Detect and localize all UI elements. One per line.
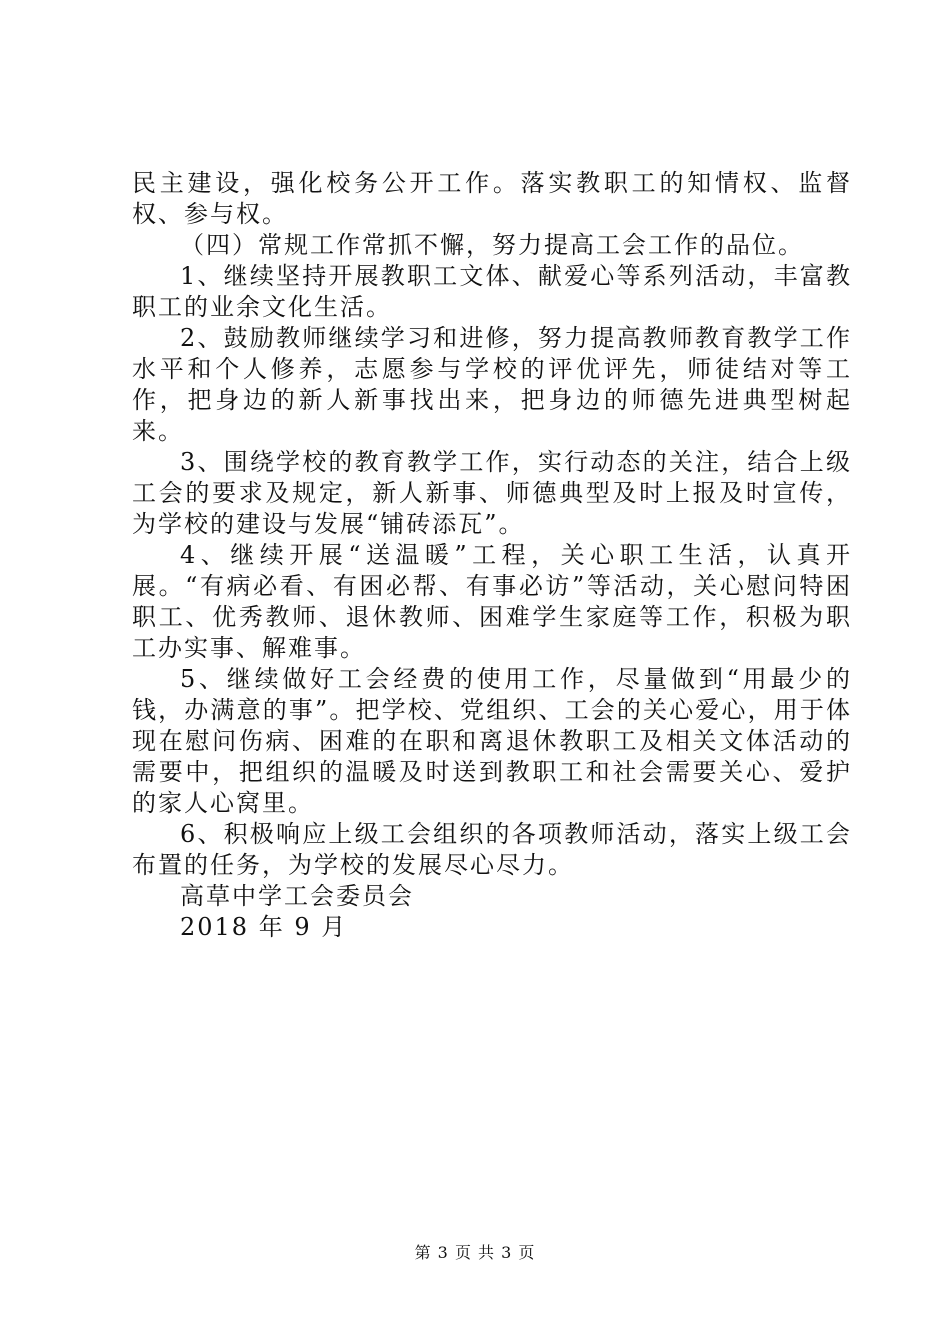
signature: 高草中学工会委员会	[180, 882, 414, 910]
paragraph-item-3: 3、围绕学校的教育教学工作，实行动态的关注，结合上级工会的要求及规定，新人新事、师德典型及时上报及时宣传，为学校的建设与发展“铺砖添瓦”。	[132, 448, 852, 538]
paragraph-item-5: 5、继续做好工会经费的使用工作，尽量做到“用最少的钱，办满意的事”。把学校、党组织、工会的关心爱心，用于体现在慰问伤病、困难的在职和离退休教职工及相关文体活动的需要中，把组织的温暖及时送到教职工和社会需要关心、爱护的家人心窝里。	[132, 665, 852, 817]
signature-date: 2018 年 9 月	[180, 913, 348, 941]
document-body	[132, 168, 852, 943]
paragraph-item-2: 2、鼓励教师继续学习和进修，努力提高教师教育教学工作水平和个人修养，志愿参与学校的评优评先，师徒结对等工作，把身边的新人新事找出来，把身边的师德先进典型树起来。	[132, 324, 852, 445]
paragraph-item-1: 1、继续坚持开展教职工文体、献爱心等系列活动，丰富教职工的业余文化生活。	[132, 262, 852, 321]
paragraph-continuation: 民主建设，强化校务公开工作。落实教职工的知情权、监督权、参与权。	[132, 169, 852, 228]
paragraph-item-4: 4、继续开展“送温暖”工程，关心职工生活，认真开展。“有病必看、有困必帮、有事必访”等活动，关心慰问特困职工、优秀教师、退休教师、困难学生家庭等工作，积极为职工办实事、解难事。	[132, 541, 852, 662]
section-heading: （四）常规工作常抓不懈，努力提高工会工作的品位。	[180, 231, 804, 259]
paragraph-item-6: 6、积极响应上级工会组织的各项教师活动，落实上级工会布置的任务，为学校的发展尽心尽力。	[132, 820, 852, 879]
page-footer: 第 3 页 共 3 页	[414, 1243, 536, 1262]
